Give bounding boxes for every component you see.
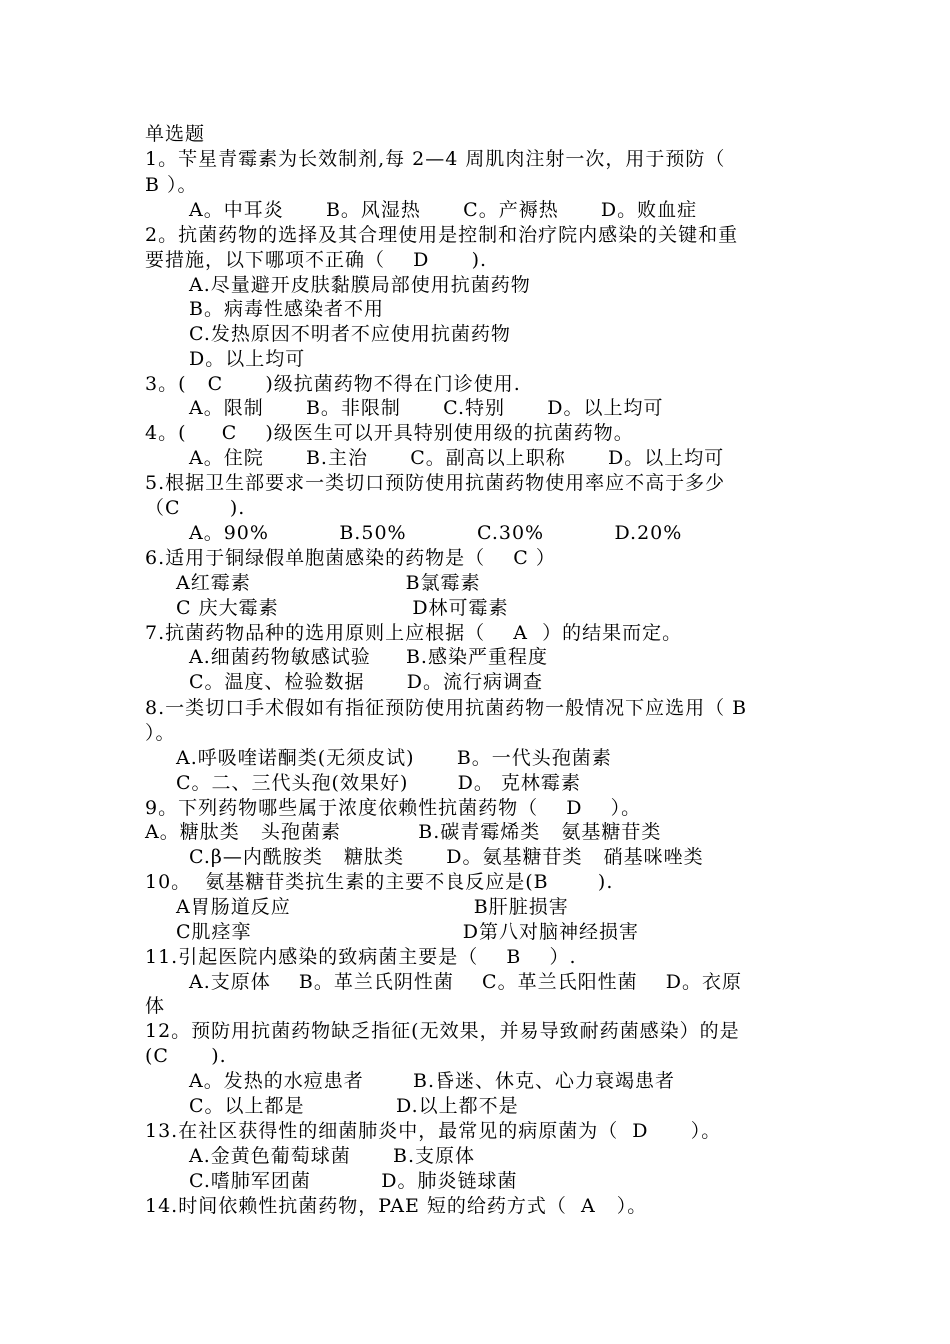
text-line: 6.适用于铜绿假单胞菌感染的药物是（ C ） xyxy=(145,547,556,569)
text-line: A.支原体 B。革兰氏阴性菌 C。革兰氏阳性菌 D。衣原 xyxy=(189,971,742,993)
text-line: 13.在社区获得性的细菌肺炎中，最常见的病原菌为（ D ）。 xyxy=(145,1120,722,1142)
text-line: A。发热的水痘患者 B.昏迷、休克、心力衰竭患者 xyxy=(189,1070,676,1092)
text-line: （C ). xyxy=(145,497,246,519)
text-line: 要措施，以下哪项不正确（ D ). xyxy=(145,249,488,271)
text-line: 14.时间依赖性抗菌药物，PAE 短的给药方式（ A ）。 xyxy=(145,1195,648,1217)
text-line: 1。苄星青霉素为长效制剂,每 2—4 周肌肉注射一次，用于预防（ xyxy=(145,148,726,170)
text-line: C.嗜肺军团菌 D。肺炎链球菌 xyxy=(189,1170,518,1192)
text-line: (C ). xyxy=(145,1045,227,1067)
text-line: 11.引起医院内感染的致病菌主要是（ B ）. xyxy=(145,946,577,968)
text-line: 7.抗菌药物品种的选用原则上应根据（ A ）的结果而定。 xyxy=(145,622,683,644)
text-line: 2。抗菌药物的选择及其合理使用是控制和治疗院内感染的关键和重 xyxy=(145,224,739,246)
text-line: A。中耳炎 B。风湿热 C。产褥热 D。败血症 xyxy=(189,199,698,221)
text-line: A.尽量避开皮肤黏膜局部使用抗菌药物 xyxy=(189,274,531,296)
text-line: A.金黄色葡萄球菌 B.支原体 xyxy=(189,1145,476,1167)
text-line: C。温度、检验数据 D。流行病调查 xyxy=(189,671,544,693)
text-line: B。病毒性感染者不用 xyxy=(189,298,384,320)
text-line: C.β—内酰胺类 糖肽类 D。氨基糖苷类 硝基咪唑类 xyxy=(189,846,704,868)
text-line: ）。 xyxy=(145,722,176,744)
text-line: A红霉素 B氯霉素 xyxy=(176,572,481,594)
text-line: D。以上均可 xyxy=(189,348,306,370)
text-line: A.呼吸喹诺酮类(无须皮试) B。一代头孢菌素 xyxy=(176,747,612,769)
text-line: 12。预防用抗菌药物缺乏指征(无效果，并易导致耐药菌感染）的是 xyxy=(145,1020,740,1042)
text-line: 5.根据卫生部要求一类切口预防使用抗菌药物使用率应不高于多少 xyxy=(145,472,726,494)
text-line: C肌痉挛 D第八对脑神经损害 xyxy=(176,921,639,943)
text-line: C 庆大霉素 D林可霉素 xyxy=(176,597,509,619)
section-title: 单选题 xyxy=(145,123,206,145)
text-line: C.发热原因不明者不应使用抗菌药物 xyxy=(189,323,511,345)
text-line: A。糖肽类 头孢菌素 B.碳青霉烯类 氨基糖苷类 xyxy=(145,821,662,843)
text-line: 3。( C )级抗菌药物不得在门诊使用. xyxy=(145,373,521,395)
text-line: C。以上都是 D.以上都不是 xyxy=(189,1095,519,1117)
text-line: A.细菌药物敏感试验 B.感染严重程度 xyxy=(189,646,548,668)
text-line: C。二、三代头孢(效果好) D。 克林霉素 xyxy=(176,772,581,794)
text-line: 4。( C )级医生可以开具特别使用级的抗菌药物。 xyxy=(145,422,634,444)
text-line: 8.一类切口手术假如有指征预防使用抗菌药物一般情况下应选用（ B xyxy=(145,697,748,719)
text-line: A。90% B.50% C.30% D.20% xyxy=(189,522,683,544)
text-line: A胃肠道反应 B肝脏损害 xyxy=(176,896,569,918)
text-line: 体 xyxy=(145,995,166,1017)
text-line: 9。下列药物哪些属于浓度依赖性抗菌药物（ D ）。 xyxy=(145,797,642,819)
text-line: A。住院 B.主治 C。副高以上职称 D。以上均可 xyxy=(189,447,725,469)
text-line: A。限制 B。非限制 C.特别 D。以上均可 xyxy=(189,397,664,419)
text-line: B ）。 xyxy=(145,174,198,196)
text-line: 10。 氨基糖苷类抗生素的主要不良反应是(B ). xyxy=(145,871,614,893)
